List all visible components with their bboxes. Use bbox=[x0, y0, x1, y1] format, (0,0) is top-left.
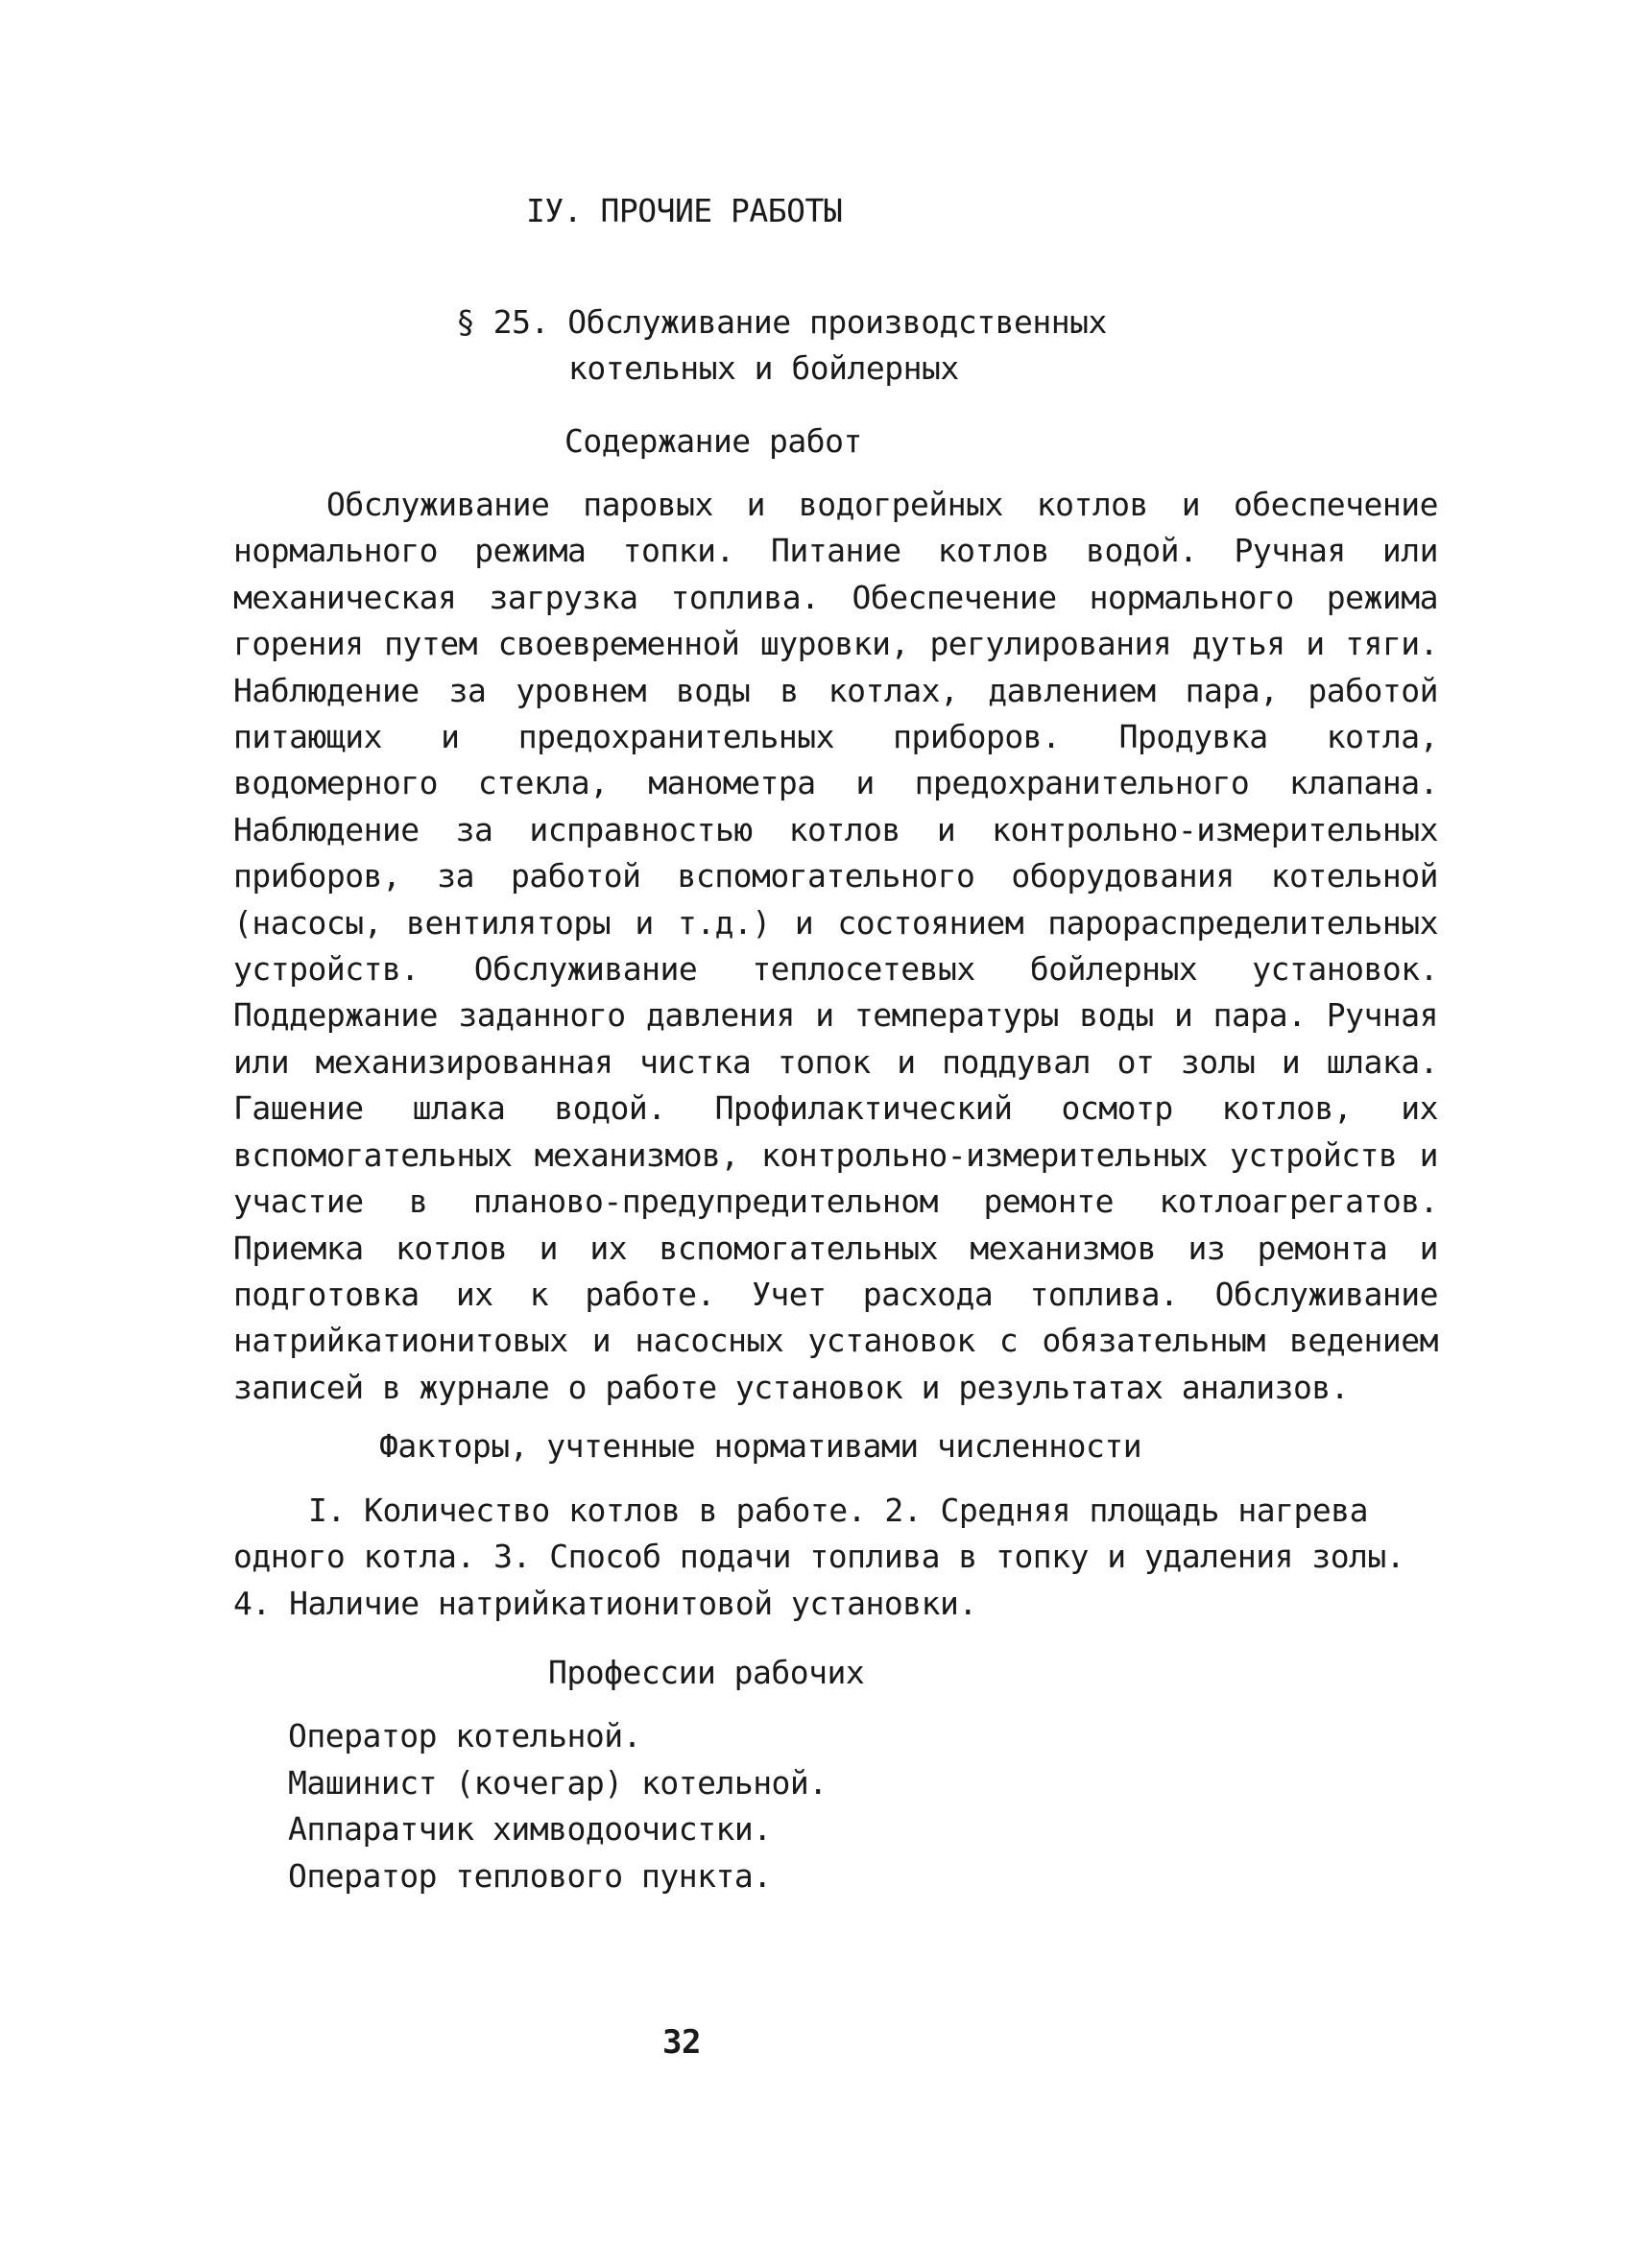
paragraph-title-line1: § 25. Обслуживание производственных bbox=[456, 303, 1107, 341]
section-title: IУ. ПРОЧИЕ РАБОТЫ bbox=[526, 192, 843, 229]
page-number: 32 bbox=[662, 2023, 701, 2062]
paragraph-title-line2: котельных и бойлерных bbox=[568, 349, 959, 387]
work-content-text: Обслуживание паровых и водогрейных котлов и обеспечение нормального режима топки. Питание котлов водой. Ручная или механическая загрузка топлива. Обеспечение нормального режима горения путем своевременной шуровки, регулирования дутья и тяги. Наблюдение за уровнем воды в котлах, давлением пара, работой питающих и предохранительных приборов. Продувка котла, водомерного стекла, манометра и предохранительного клапана. Наблюдение за исправностью котлов и контрольно-измерительных приборов, за работой вспомогательного оборудования котельной (насосы, вентиляторы и т.д.) и состоянием парораспределительных устройств. Обслуживание теплосетевых бойлерных установок. Поддержание заданного давления и температуры воды и пара. Ручная или механизированная чистка топок и поддувал от золы и шлака. Гашение шлака водой. Профилактический осмотр котлов, их вспомогательных механизмов, контрольно-измерительных устройств и участие в планово-предупредительном ремонте котлоагрегатов. Приемка котлов и их вспомогательных механизмов из ремонта и подготовка их к работе. Учет расхода топлива. Обслуживание натрийкатионитовых и насосных установок с обязательным ведением записей в журнале о работе установок и результатах анализов. bbox=[233, 486, 1438, 1406]
factors-heading: Факторы, учтенные нормативами численности bbox=[379, 1427, 1142, 1465]
profession-item: Оператор теплового пункта. bbox=[288, 1856, 772, 1895]
factors-text: I. Количество котлов в работе. 2. Средняя площадь нагрева одного котла. 3. Способ подачи топлива в топку и удаления золы. 4. Наличие натрийкатионитовой установки. bbox=[233, 1492, 1405, 1622]
profession-item: Аппаратчик химводоочистки. bbox=[288, 1810, 772, 1848]
professions-heading: Профессии рабочих bbox=[548, 1654, 865, 1691]
paragraph-title bbox=[456, 299, 1107, 392]
professions-list bbox=[288, 1713, 828, 1899]
profession-item: Машинист (кочегар) котельной. bbox=[288, 1763, 828, 1802]
work-content-heading: Содержание работ bbox=[564, 422, 862, 460]
profession-item: Оператор котельной. bbox=[288, 1717, 641, 1755]
